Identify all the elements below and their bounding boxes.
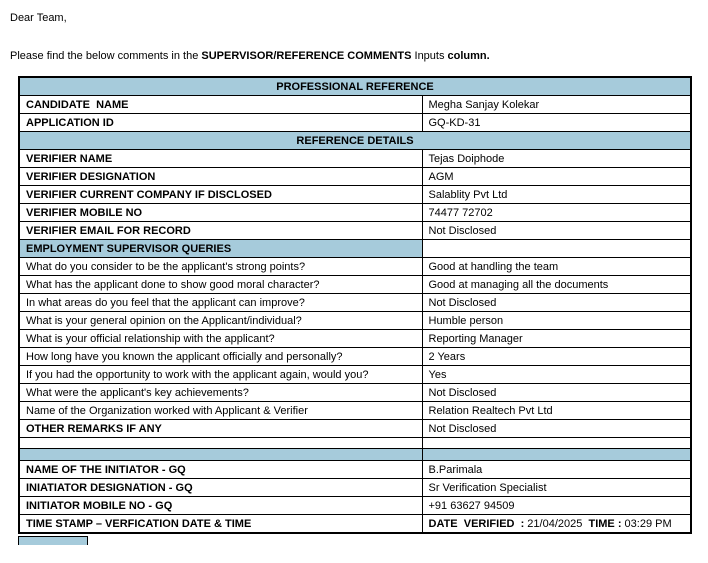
intro-message <box>10 50 700 62</box>
table-row-verifier-company <box>19 186 691 204</box>
blue-divider-row <box>19 449 691 461</box>
query-value-general-opinion: Humble person <box>422 312 691 330</box>
field-label-application-id: APPLICATION ID <box>19 114 422 132</box>
table-row-application-id <box>19 114 691 132</box>
table-row-initiator-name <box>19 461 691 479</box>
section-row-reference-details <box>19 132 691 150</box>
timestamp-time-label: TIME : <box>588 518 622 530</box>
empty-spacer-cell-left <box>19 438 422 449</box>
query-label-strong-points: What do you consider to be the applicant's strong points? <box>19 258 422 276</box>
field-value-other-remarks: Not Disclosed <box>422 420 691 438</box>
field-value-verifier-designation: AGM <box>422 168 691 186</box>
field-label-verifier-mobile: VERIFIER MOBILE NO <box>19 204 422 222</box>
field-label-initiator-designation: INIATIATOR DESIGNATION - GQ <box>19 479 422 497</box>
field-value-candidate-name: Megha Sanjay Kolekar <box>422 96 691 114</box>
table-row-verifier-designation <box>19 168 691 186</box>
intro-message-bold-supervisor-comments: SUPERVISOR/REFERENCE COMMENTS <box>201 50 412 62</box>
field-value-timestamp <box>422 515 691 534</box>
section-header-professional-reference: PROFESSIONAL REFERENCE <box>19 77 691 96</box>
empty-spacer-row <box>19 438 691 449</box>
empty-spacer-cell-right <box>422 438 691 449</box>
section-header-employment-supervisor-queries: EMPLOYMENT SUPERVISOR QUERIES <box>19 240 422 258</box>
next-table-cell-fragment <box>18 536 88 545</box>
query-value-known-duration: 2 Years <box>422 348 691 366</box>
intro-message-bold-column: column. <box>447 50 490 62</box>
query-value-work-again: Yes <box>422 366 691 384</box>
query-label-key-achievements: What were the applicant's key achievements? <box>19 384 422 402</box>
field-value-verifier-company: Salablity Pvt Ltd <box>422 186 691 204</box>
table-row-initiator-designation <box>19 479 691 497</box>
query-value-key-achievements: Not Disclosed <box>422 384 691 402</box>
timestamp-time-value: 03:29 PM <box>621 518 672 530</box>
query-label-known-duration: How long have you known the applicant officially and personally? <box>19 348 422 366</box>
blue-divider-cell-left <box>19 449 422 461</box>
query-row-known-duration <box>19 348 691 366</box>
field-label-verifier-name: VERIFIER NAME <box>19 150 422 168</box>
query-value-official-relationship: Reporting Manager <box>422 330 691 348</box>
timestamp-date-label: DATE VERIFIED : <box>428 518 525 530</box>
field-value-initiator-name: B.Parimala <box>422 461 691 479</box>
query-label-work-again: If you had the opportunity to work with the applicant again, would you? <box>19 366 422 384</box>
query-value-strong-points: Good at handling the team <box>422 258 691 276</box>
query-row-official-relationship <box>19 330 691 348</box>
query-label-improve-areas: In what areas do you feel that the applicant can improve? <box>19 294 422 312</box>
field-value-verifier-name: Tejas Doiphode <box>422 150 691 168</box>
table-row-initiator-mobile <box>19 497 691 515</box>
query-label-organization-worked: Name of the Organization worked with Applicant & Verifier <box>19 402 422 420</box>
table-row-timestamp <box>19 515 691 534</box>
query-row-organization-worked <box>19 402 691 420</box>
section-row-employment-supervisor-queries <box>19 240 691 258</box>
field-value-initiator-designation: Sr Verification Specialist <box>422 479 691 497</box>
field-label-verifier-designation: VERIFIER DESIGNATION <box>19 168 422 186</box>
intro-message-mid: Inputs <box>411 50 448 62</box>
field-value-verifier-mobile: 74477 72702 <box>422 204 691 222</box>
query-row-key-achievements <box>19 384 691 402</box>
table-row-other-remarks <box>19 420 691 438</box>
query-row-moral-character <box>19 276 691 294</box>
section-row-professional-reference <box>19 77 691 96</box>
query-value-improve-areas: Not Disclosed <box>422 294 691 312</box>
field-label-verifier-company: VERIFIER CURRENT COMPANY IF DISCLOSED <box>19 186 422 204</box>
reference-table <box>18 76 692 534</box>
field-label-initiator-mobile: INITIATOR MOBILE NO - GQ <box>19 497 422 515</box>
table-row-verifier-name <box>19 150 691 168</box>
timestamp-date-value: 21/04/2025 <box>524 518 589 530</box>
intro-message-pre: Please find the below comments in the <box>10 50 202 62</box>
query-value-moral-character: Good at managing all the documents <box>422 276 691 294</box>
field-label-initiator-name: NAME OF THE INITIATOR - GQ <box>19 461 422 479</box>
query-label-general-opinion: What is your general opinion on the Applicant/individual? <box>19 312 422 330</box>
blue-divider-cell-right <box>422 449 691 461</box>
query-value-organization-worked: Relation Realtech Pvt Ltd <box>422 402 691 420</box>
query-row-strong-points <box>19 258 691 276</box>
section-header-reference-details: REFERENCE DETAILS <box>19 132 691 150</box>
query-row-work-again <box>19 366 691 384</box>
field-label-candidate-name: CANDIDATE NAME <box>19 96 422 114</box>
greeting-text: Dear Team, <box>10 12 67 24</box>
field-label-timestamp: TIME STAMP – VERFICATION DATE & TIME <box>19 515 422 534</box>
section-header-queries-empty-cell <box>422 240 691 258</box>
field-value-verifier-email: Not Disclosed <box>422 222 691 240</box>
query-label-moral-character: What has the applicant done to show good moral character? <box>19 276 422 294</box>
query-row-improve-areas <box>19 294 691 312</box>
table-row-verifier-mobile <box>19 204 691 222</box>
query-row-general-opinion <box>19 312 691 330</box>
field-label-other-remarks: OTHER REMARKS IF ANY <box>19 420 422 438</box>
field-label-verifier-email: VERIFIER EMAIL FOR RECORD <box>19 222 422 240</box>
table-row-verifier-email <box>19 222 691 240</box>
field-value-initiator-mobile: +91 63627 94509 <box>422 497 691 515</box>
table-row-candidate-name <box>19 96 691 114</box>
field-value-application-id: GQ-KD-31 <box>422 114 691 132</box>
query-label-official-relationship: What is your official relationship with the applicant? <box>19 330 422 348</box>
